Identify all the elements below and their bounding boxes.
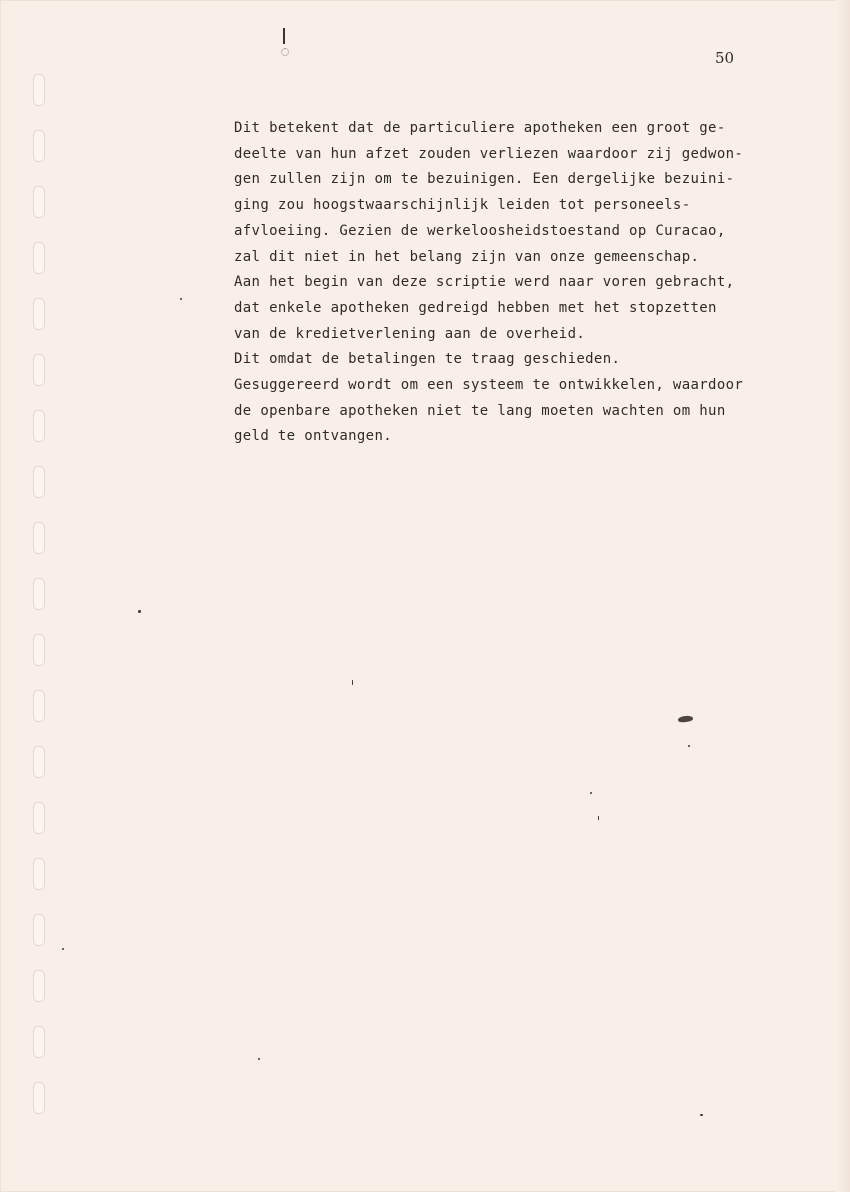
binder-hole	[33, 690, 45, 722]
paper-speck	[688, 745, 690, 747]
binder-hole	[33, 298, 45, 330]
text-line: geld te ontvangen.	[234, 428, 393, 445]
text-line: Gesuggereerd wordt om een systeem te ontwikkelen, waardoor	[234, 377, 744, 394]
paper-speck	[180, 298, 182, 300]
page-edge	[836, 0, 850, 1192]
binder-hole	[33, 858, 45, 890]
paper-speck	[258, 1058, 260, 1060]
paper-speck	[590, 792, 592, 794]
binder-hole	[33, 354, 45, 386]
text-line: zal dit niet in het belang zijn van onze gemeenschap.	[234, 248, 700, 265]
binder-hole	[33, 802, 45, 834]
ink-mark	[281, 48, 289, 56]
binder-hole	[33, 1026, 45, 1058]
binder-hole	[33, 914, 45, 946]
page-number: 50	[715, 49, 735, 67]
text-line: ging zou hoogstwaarschijnlijk leiden tot personeels-	[234, 197, 691, 214]
binder-hole	[33, 578, 45, 610]
binder-hole	[33, 746, 45, 778]
paper-speck	[598, 816, 599, 820]
binder-hole	[33, 1082, 45, 1114]
text-line: deelte van hun afzet zouden verliezen waardoor zij gedwon-	[234, 145, 744, 162]
binder-hole	[33, 970, 45, 1002]
text-line: de openbare apotheken niet te lang moeten wachten om hun	[234, 402, 726, 419]
binder-hole	[33, 522, 45, 554]
binder-hole	[33, 410, 45, 442]
text-line: afvloeiing. Gezien de werkeloosheidstoestand op Curacao,	[234, 222, 726, 239]
text-line: Dit omdat de betalingen te traag geschieden.	[234, 351, 621, 368]
binder-hole	[33, 466, 45, 498]
paper-speck	[138, 610, 141, 613]
text-line: Dit betekent dat de particuliere apotheken een groot ge-	[234, 120, 726, 136]
text-line: Aan het begin van deze scriptie werd naar voren gebracht,	[234, 274, 735, 291]
paper-speck	[352, 680, 353, 685]
paper-speck	[700, 1114, 703, 1116]
binder-hole	[33, 74, 45, 106]
binder-hole	[33, 130, 45, 162]
ink-smudge	[678, 715, 694, 723]
ink-mark	[283, 28, 285, 44]
paper-speck	[62, 948, 64, 950]
binder-hole	[33, 242, 45, 274]
binder-hole	[33, 186, 45, 218]
text-line: dat enkele apotheken gedreigd hebben met het stopzetten	[234, 299, 717, 316]
binder-hole	[33, 634, 45, 666]
body-paragraph	[234, 116, 814, 450]
text-line: van de kredietverlening aan de overheid.	[234, 325, 586, 342]
text-line: gen zullen zijn om te bezuinigen. Een dergelijke bezuini-	[234, 171, 735, 188]
